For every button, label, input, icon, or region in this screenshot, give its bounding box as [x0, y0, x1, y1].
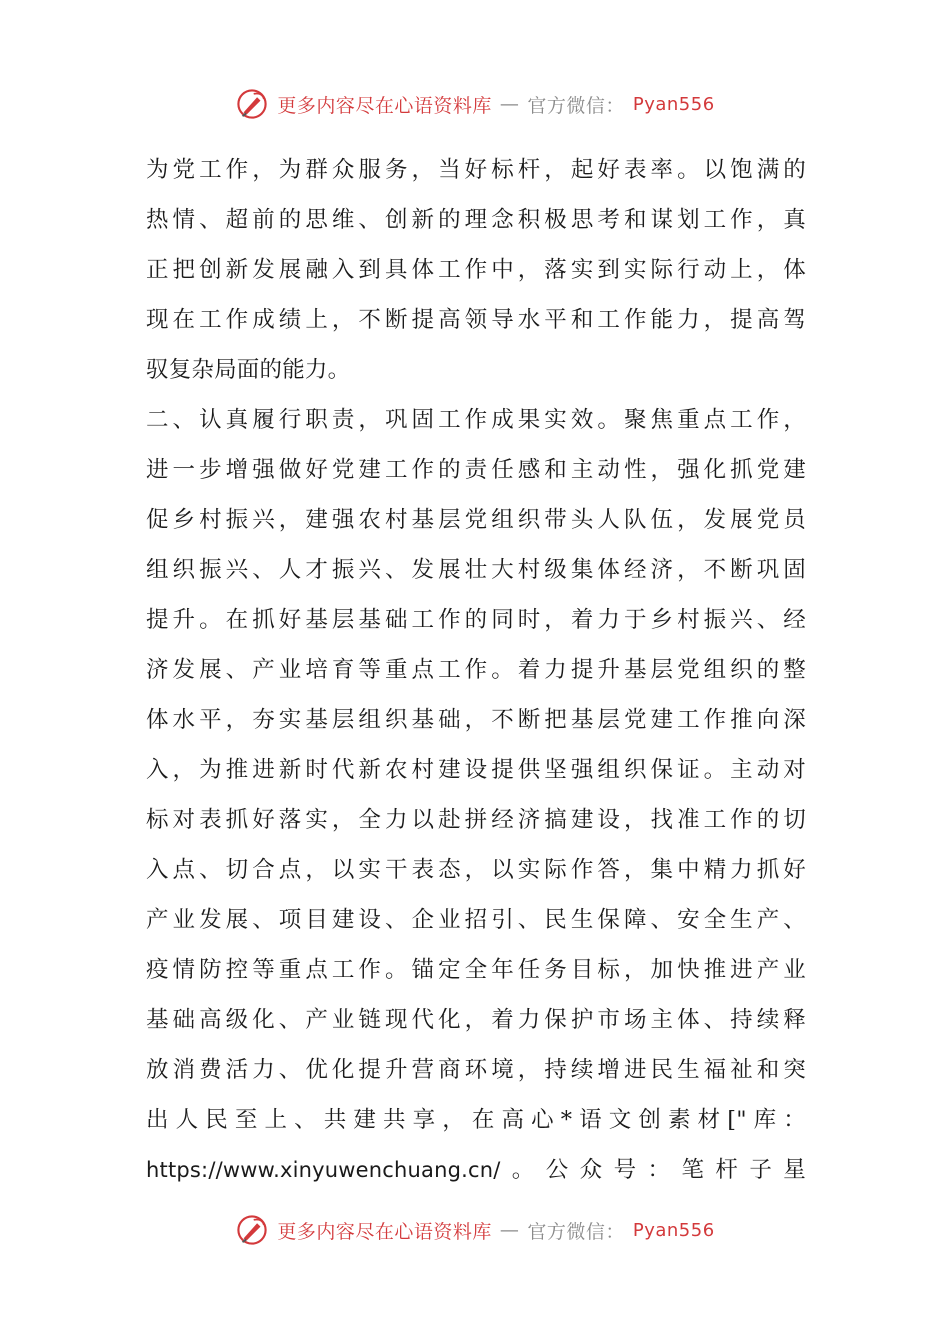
body-line: 提升。在抓好基层基础工作的同时，着力于乡村振兴、经: [146, 607, 806, 633]
pen-brush-logo-icon: [235, 87, 269, 121]
document-body: [146, 145, 806, 1195]
body-line: 为党工作，为群众服务，当好标杆，起好表率。以饱满的: [146, 157, 806, 183]
body-line: 热情、超前的思维、创新的理念积极思考和谋划工作，真: [146, 207, 806, 233]
header-watermark: [0, 82, 950, 126]
watermark-brand: 更多内容尽在心语资料库: [277, 1220, 492, 1243]
body-line: 体水平，夯实基层组织基础，不断把基层党建工作推向深: [146, 707, 806, 733]
url-tail-text: 。公众号：笔杆子星: [500, 1157, 806, 1183]
body-line: 进一步增强做好党建工作的责任感和主动性，强化抓党建: [146, 457, 806, 483]
footer-watermark: [0, 1208, 950, 1252]
body-line: 入点、切合点，以实干表态，以实际作答，集中精力抓好: [146, 857, 806, 883]
body-line: 基础高级化、产业链现代化，着力保护市场主体、持续释: [146, 1007, 806, 1033]
watermark-label: 官方微信：: [527, 1220, 625, 1243]
watermark-wechat-id: Pyan556: [632, 93, 715, 115]
body-line: 疫情防控等重点工作。锚定全年任务目标，加快推进产业: [146, 957, 806, 983]
watermark-dash: —: [499, 1219, 520, 1241]
body-line: 放消费活力、优化提升营商环境，持续增进民生福祉和突: [146, 1057, 806, 1083]
body-line: 标对表抓好落实，全力以赴拼经济搞建设，找准工作的切: [146, 807, 806, 833]
body-line: 出人民至上、共建共享，在高心*语文创素材["库：: [146, 1107, 806, 1133]
website-link[interactable]: https://www.xinyuwenchuang.cn/: [146, 1158, 501, 1182]
watermark-brand: 更多内容尽在心语资料库: [277, 94, 492, 117]
body-line: 促乡村振兴，建强农村基层党组织带头人队伍，发展党员: [146, 507, 806, 533]
body-line: 济发展、产业培育等重点工作。着力提升基层党组织的整: [146, 657, 806, 683]
watermark-wechat-id: Pyan556: [632, 1219, 715, 1241]
body-line: 入，为推进新时代新农村建设提供坚强组织保证。主动对: [146, 757, 806, 783]
body-line: 驭复杂局面的能力。: [146, 357, 351, 383]
body-line: 正把创新发展融入到具体工作中，落实到实际行动上，体: [146, 257, 806, 283]
url-line: [146, 1145, 806, 1195]
pen-brush-logo-icon: [235, 1213, 269, 1247]
body-line: 现在工作成绩上，不断提高领导水平和工作能力，提高驾: [146, 307, 806, 333]
body-line: 产业发展、项目建设、企业招引、民生保障、安全生产、: [146, 907, 806, 933]
body-line: 组织振兴、人才振兴、发展壮大村级集体经济，不断巩固: [146, 557, 806, 583]
watermark-dash: —: [499, 93, 520, 115]
section-heading-line: 二、认真履行职责，巩固工作成果实效。聚焦重点工作，: [146, 407, 806, 433]
watermark-label: 官方微信：: [527, 94, 625, 117]
